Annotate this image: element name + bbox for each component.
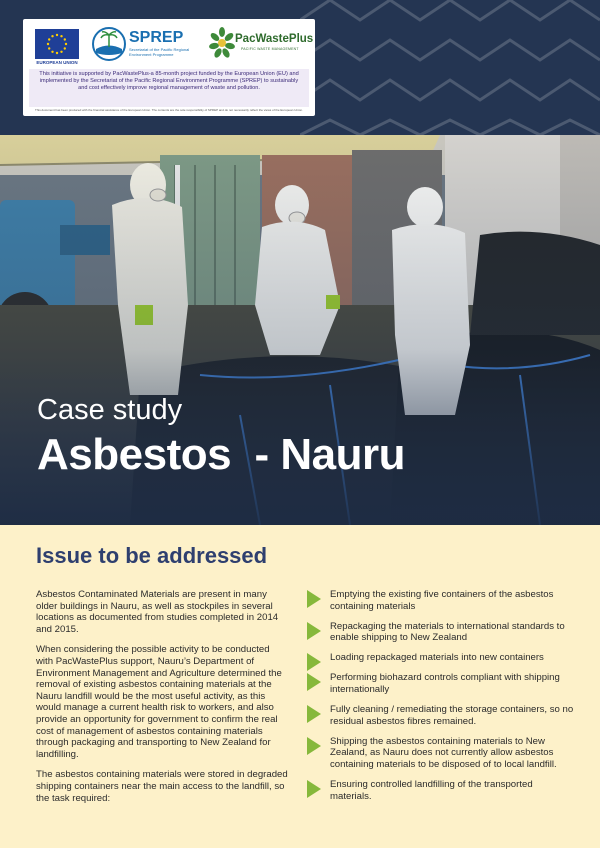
intro-paragraph: When considering the possible activity to be conducted with PacWastePlus support, Nauru’s Department of Environment Management and Agriculture determined the removal of existing asbestos containing materials at the Nauru landfill would be the most useful activity, as this would manage a current health risk to workers, and also provide an opportunity for government to confirm the real cost of management of asbestos containing materials through packaging and transporting to New Zealand for landfilling. <box>36 644 282 760</box>
task-text: Shipping the asbestos containing materials to New Zealand, as Nauru does not currently allow asbestos containing materials to be disposed of to local landfill. <box>330 735 557 771</box>
arrow-bullet-icon <box>307 780 321 798</box>
sprep-logo-icon <box>92 27 126 61</box>
task-text: Performing biohazard controls compliant with shipping internationally <box>330 672 560 696</box>
task-item <box>306 736 576 771</box>
task-text: Emptying the existing five containers of the asbestos containing materials <box>330 589 554 612</box>
task-text: Fully cleaning / remediating the storage containers, so no residual asbestos fibres remained. <box>330 704 574 727</box>
task-item <box>306 652 576 664</box>
task-item <box>306 589 576 612</box>
intro-text-column <box>36 589 288 813</box>
pacwasteplus-subtitle: PACIFIC WASTE MANAGEMENT <box>241 47 299 51</box>
task-list <box>306 589 576 811</box>
task-item <box>306 704 576 727</box>
intro-paragraph: The asbestos containing materials were stored in degraded shipping containers near the main access to the landfill, so the task required: <box>36 769 288 804</box>
pacwasteplus-logo-icon <box>207 26 237 60</box>
task-item <box>306 621 576 644</box>
support-statement-box <box>29 69 309 107</box>
task-item <box>306 672 576 695</box>
pattern-decoration <box>300 0 600 135</box>
partner-logo-card <box>23 19 315 116</box>
intro-paragraph: Asbestos Contaminated Materials are present in many older buildings in Nauru, as well as stockpiles in several locations as documented from studies completed in 2014 and 2015. <box>36 589 279 635</box>
arrow-bullet-icon <box>307 653 321 671</box>
page-title: Asbestos - Nauru <box>37 430 406 479</box>
sprep-name: SPREP <box>129 29 184 46</box>
arrow-bullet-icon <box>307 622 321 640</box>
arrow-bullet-icon <box>307 737 321 755</box>
task-text: Loading repackaged materials into new containers <box>330 652 544 664</box>
case-study-label: Case study <box>37 394 183 426</box>
arrow-bullet-icon <box>307 590 321 608</box>
task-item <box>306 779 576 802</box>
sprep-subtitle: Secretariat of the Pacific Regional Environment Programme <box>129 47 190 57</box>
header-band <box>0 0 600 135</box>
task-text: Repackaging the materials to international standards to enable shipping to New Zealand <box>330 620 565 644</box>
support-statement: This initiative is supported by PacWastePlus-a 85-month project funded by the European Union (EU) and implemented by the Secretariat of the Pacific Regional Environment Programme (SPREP) to sustainably and cost effectively improve regional management of waste and pollution. <box>39 71 299 92</box>
eu-flag-icon <box>35 29 79 59</box>
pacwasteplus-name: PacWastePlus <box>235 33 314 45</box>
task-text: Ensuring controlled landfilling of the transported materials. <box>330 779 533 802</box>
arrow-bullet-icon <box>307 673 321 691</box>
section-heading: Issue to be addressed <box>36 543 268 568</box>
arrow-bullet-icon <box>307 705 321 723</box>
eu-disclaimer: This document has been produced with the financial assistance of the European Union. The contents are the sole responsibility of SPREP and do not necessarily reflect the views of the European Union. <box>35 108 303 112</box>
eu-label: EUROPEAN UNION <box>36 60 78 65</box>
